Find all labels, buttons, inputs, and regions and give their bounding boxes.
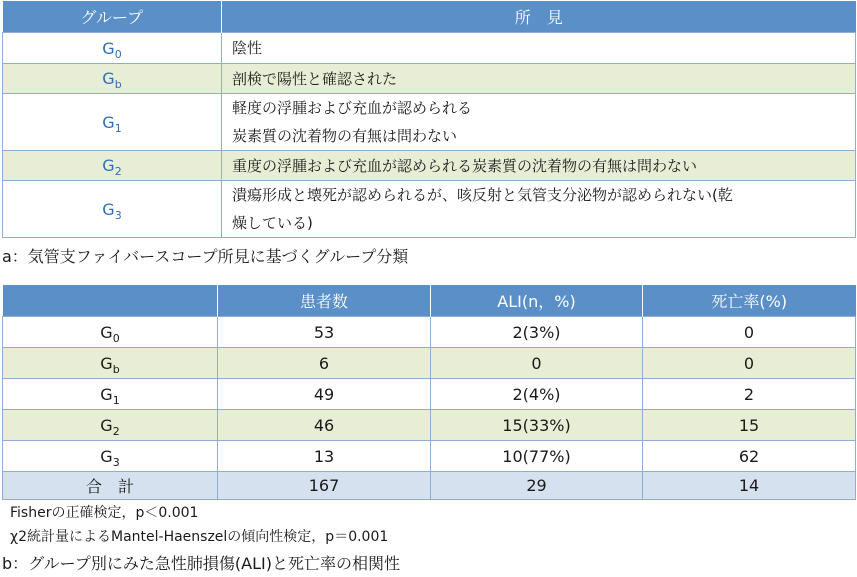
mortality-cell: 0	[643, 317, 856, 348]
group-label	[3, 181, 222, 238]
total-mortality: 14	[643, 472, 856, 500]
table-row	[3, 64, 856, 94]
findings-line: 剖検で陽性と確認された	[232, 69, 398, 88]
group-label	[3, 410, 218, 441]
patients-count-cell: 13	[218, 441, 431, 472]
ali-cell: 15(33%)	[431, 410, 643, 441]
findings-cell	[222, 181, 856, 238]
findings-line: 燥している)	[232, 214, 313, 232]
mortality-cell: 0	[643, 348, 856, 379]
group-subscript: b	[114, 78, 122, 91]
table-row	[3, 151, 856, 181]
group-subscript: 1	[114, 121, 122, 135]
group-letter: G	[100, 353, 113, 373]
table-a-header-group: グループ	[3, 1, 222, 33]
group-subscript: 1	[112, 393, 120, 407]
group-letter: G	[100, 446, 113, 466]
table-row	[3, 181, 856, 238]
table-row	[3, 317, 856, 348]
ali-cell: 0	[431, 348, 643, 379]
table-a-header-findings: 所 見	[222, 1, 856, 33]
group-subscript: 0	[114, 47, 122, 61]
group-letter: G	[102, 112, 115, 132]
group-subscript: 0	[112, 331, 120, 345]
table-row	[3, 94, 856, 151]
table-row	[3, 379, 856, 410]
group-label	[3, 348, 218, 379]
ali-cell: 2(4%)	[431, 379, 643, 410]
ali-cell: 10(77%)	[431, 441, 643, 472]
total-patients: 167	[218, 472, 431, 500]
table-a-header-row	[3, 1, 856, 33]
group-subscript: 2	[112, 424, 120, 438]
trend-test-note: χ2統計量によるMantel-Haenszelの傾向性検定，p＝0.001	[10, 529, 389, 545]
total-row	[3, 472, 856, 500]
table-b-header-group	[3, 285, 218, 317]
mortality-cell: 15	[643, 410, 856, 441]
findings-cell	[222, 94, 856, 151]
group-subscript: 3	[114, 208, 122, 222]
patients-count-cell: 46	[218, 410, 431, 441]
fisher-test-note: Fisherの正確検定，p＜0.001	[10, 505, 199, 521]
table-row	[3, 348, 856, 379]
group-subscript: 3	[112, 455, 120, 469]
table-b-header-row	[3, 285, 856, 317]
findings-line: 陰性	[232, 39, 263, 57]
group-label	[3, 33, 222, 64]
group-letter: G	[102, 156, 115, 175]
table-b-caption: b：グループ別にみた急性肺損傷(ALI)と死亡率の相関性	[2, 554, 400, 573]
findings-cell	[222, 33, 856, 64]
group-letter: G	[100, 415, 113, 435]
table-b-header-ali: ALI(n，%)	[431, 285, 643, 317]
group-label	[3, 151, 222, 181]
findings-line: 潰瘍形成と壊死が認められるが、咳反射と気管支分泌物が認められない(乾	[232, 186, 733, 204]
group-label	[3, 64, 222, 94]
group-classification-table	[2, 1, 856, 238]
total-ali: 29	[431, 472, 643, 500]
findings-cell	[222, 64, 856, 94]
table-a-caption: a：気管支ファイバースコープ所見に基づくグループ分類	[2, 247, 409, 266]
patients-count-cell: 49	[218, 379, 431, 410]
findings-cell	[222, 151, 856, 181]
patients-count-cell: 6	[218, 348, 431, 379]
group-label	[3, 94, 222, 151]
table-row	[3, 441, 856, 472]
group-letter: G	[102, 69, 115, 88]
total-label: 合 計	[3, 472, 218, 500]
mortality-cell: 62	[643, 441, 856, 472]
table-row	[3, 33, 856, 64]
group-letter: G	[100, 322, 113, 342]
table-b-header-mortality: 死亡率(%)	[643, 285, 856, 317]
group-label	[3, 441, 218, 472]
findings-line: 重度の浮腫および充血が認められる炭素質の沈着物の有無は問わない	[232, 156, 698, 175]
table-row	[3, 410, 856, 441]
table-b-header-patients: 患者数	[218, 285, 431, 317]
group-subscript: 2	[114, 165, 122, 178]
group-subscript: b	[112, 362, 120, 376]
patients-count-cell: 53	[218, 317, 431, 348]
findings-line: 軽度の浮腫および充血が認められる	[232, 99, 473, 117]
group-label	[3, 379, 218, 410]
findings-line: 炭素質の沈着物の有無は問わない	[232, 127, 458, 145]
group-label	[3, 317, 218, 348]
group-letter: G	[102, 199, 115, 219]
group-letter: G	[100, 384, 113, 404]
ali-mortality-table	[2, 285, 856, 500]
group-letter: G	[102, 38, 115, 58]
mortality-cell: 2	[643, 379, 856, 410]
ali-cell: 2(3%)	[431, 317, 643, 348]
